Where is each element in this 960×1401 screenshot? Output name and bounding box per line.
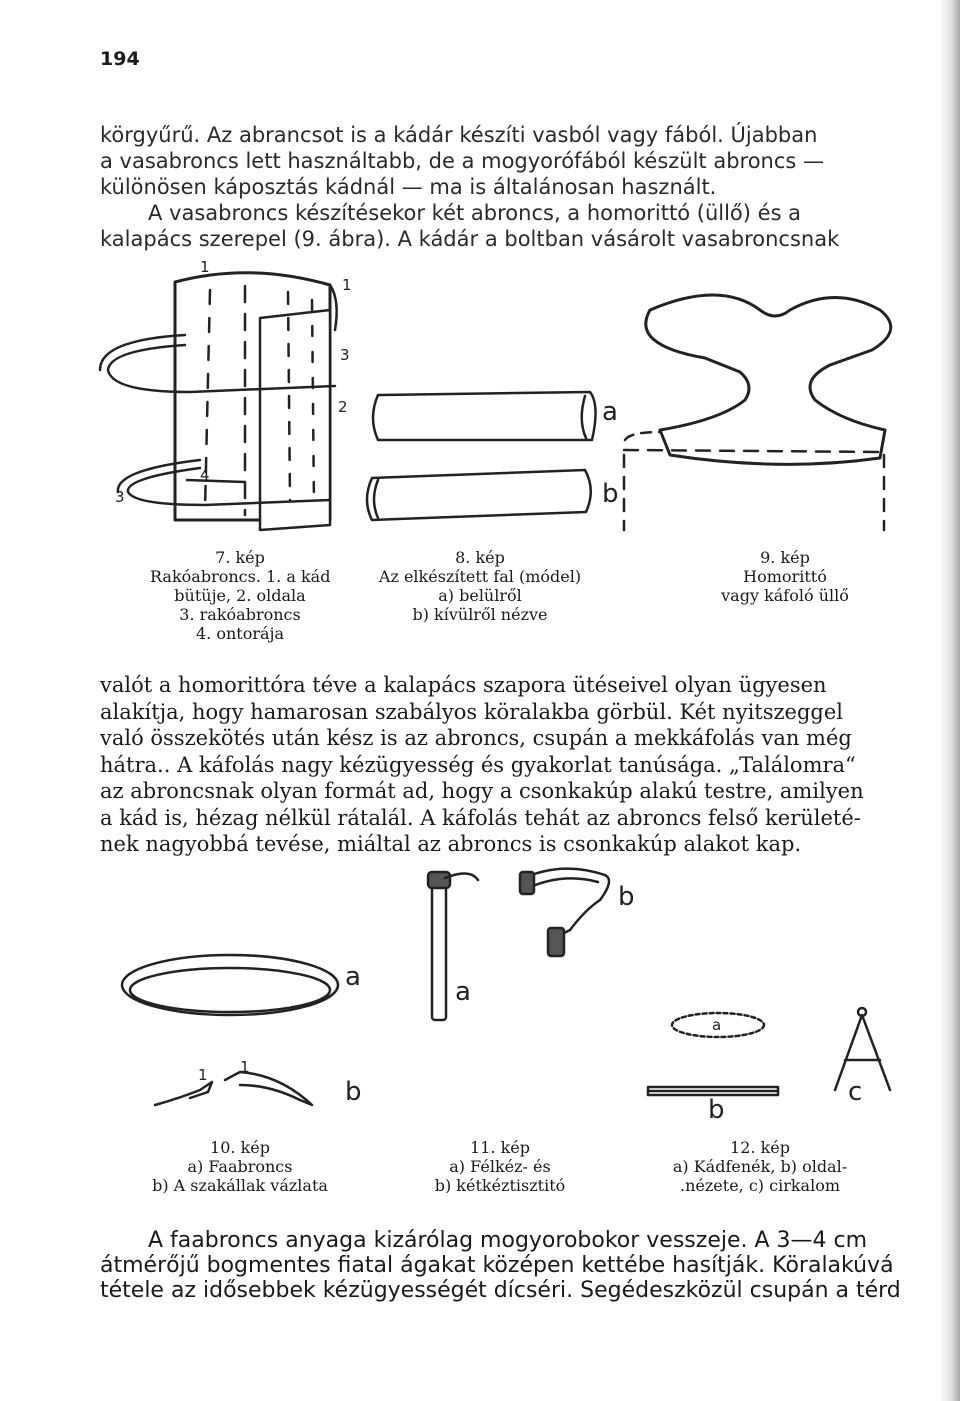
- caption-line: b) kívülről nézve: [412, 605, 548, 624]
- fig10-label: 1: [240, 1058, 250, 1076]
- text-line: kalapács szerepel (9. ábra). A kádár a boltban vásárolt vasabroncsnak: [100, 227, 840, 251]
- text-line: A faabroncs anyaga kizárólag mogyorobokor vesszeje. A 3—4 cm: [148, 1228, 868, 1253]
- caption-line: bütüje, 2. oldala: [174, 586, 306, 605]
- text-line: valót a homorittóra téve a kalapács szapora ütéseivel olyan ügyesen: [100, 673, 827, 697]
- caption-line: b) A szakállak vázlata: [152, 1176, 328, 1195]
- fig10-caption: [130, 1138, 350, 1195]
- caption-line: vagy káfoló üllő: [721, 586, 849, 605]
- fig8-caption: [340, 548, 620, 624]
- fig7-tub-drawing: [100, 273, 337, 530]
- caption-line: a) Faabroncs: [187, 1157, 293, 1176]
- text-line: való összekötés után kész is az abroncs, csupán a mekkáfolás van még: [100, 726, 852, 750]
- figure-number: 10. kép: [210, 1138, 270, 1157]
- text-line: az abroncsnak olyan formát ad, hogy a csonkakúp alakú testre, amilyen: [100, 779, 864, 803]
- caption-line: 4. ontorája: [195, 624, 285, 643]
- text-line: körgyűrű. Az abrancsot is a kádár készíti vasból vagy fából. Újabban: [100, 123, 818, 147]
- caption-line: 3. rakóabroncs: [179, 605, 301, 624]
- figure-number: 8. kép: [455, 548, 505, 567]
- figure-number: 11. kép: [470, 1138, 530, 1157]
- text-line: nek nagyobbá tevése, miáltal az abroncs is csonkakúp alakot kap.: [100, 832, 802, 856]
- caption-line: .nézete, c) cirkalom: [680, 1176, 840, 1195]
- fig7-label: 1: [200, 258, 210, 276]
- fig7-label: 3: [340, 346, 350, 364]
- fig11-caption: [400, 1138, 600, 1195]
- fig10-label: 1: [198, 1066, 208, 1084]
- fig8-label-a: a: [602, 397, 618, 427]
- caption-line: a) belülről: [438, 586, 522, 605]
- paragraph-2: [100, 672, 906, 858]
- fig7-label: 4: [200, 466, 210, 484]
- fig7-label: 1: [342, 276, 352, 294]
- fig12-label-b: b: [708, 1095, 725, 1125]
- caption-line: a) Félkéz- és: [449, 1157, 551, 1176]
- figure-number: 9. kép: [760, 548, 810, 567]
- fig12-label-a: a: [712, 1016, 722, 1034]
- fig7-caption: [150, 548, 330, 643]
- text-line: a kád is, hézag nélkül rátalál. A káfolás tehát az abroncs felső kerületé-: [100, 805, 861, 830]
- fig9-anvil-drawing: [624, 295, 891, 530]
- figure-number: 12. kép: [730, 1138, 790, 1157]
- fig12-caption: [640, 1138, 880, 1195]
- fig10-hoop-drawing: [122, 955, 338, 1105]
- fig7-label: 3: [115, 488, 125, 506]
- fig12-label-c: c: [848, 1077, 863, 1107]
- text-line: A vasabroncs készítésekor két abroncs, a homorittó (üllő) és a: [148, 201, 802, 225]
- fig11-label-a: a: [455, 977, 471, 1007]
- text-line: a vasabroncs lett használtabb, de a mogyorófából készült abroncs —: [100, 149, 825, 173]
- figure-number: 7. kép: [215, 548, 265, 567]
- fig10-label-b: b: [345, 1077, 362, 1107]
- text-line: különösen káposztás kádnál — ma is általánosan használt.: [100, 175, 717, 199]
- fig8-staves-drawing: [367, 392, 596, 520]
- fig10-label-a: a: [345, 962, 361, 992]
- text-line: alakítja, hogy hamarosan szabályos köralakba görbül. Két nyitszeggel: [100, 699, 844, 724]
- text-line: átmérőjű bogmentes fiatal ágakat középen kettébe hasítják. Köralakúvá: [100, 1253, 894, 1278]
- paragraph-3: [100, 1228, 906, 1303]
- caption-line: Az elkészített fal (módel): [378, 567, 582, 586]
- page-number: 194: [100, 48, 140, 70]
- fig7-label: 2: [338, 398, 348, 416]
- fig9-caption: [690, 548, 880, 605]
- caption-line: Homorittó: [743, 567, 827, 586]
- text-line: tétele az idősebbek kézügyességét dícséri. Segédeszközül csupán a térd: [100, 1278, 901, 1303]
- fig11-label-b: b: [618, 882, 635, 912]
- text-line: hátra.. A káfolás nagy kézügyesség és gyakorlat tanúsága. „Találomra“: [100, 752, 856, 777]
- caption-line: Rakóabroncs. 1. a kád: [150, 567, 331, 586]
- caption-line: b) kétkéztisztitó: [434, 1176, 566, 1195]
- fig8-label-b: b: [602, 479, 619, 509]
- caption-line: a) Kádfenék, b) oldal-: [672, 1157, 848, 1176]
